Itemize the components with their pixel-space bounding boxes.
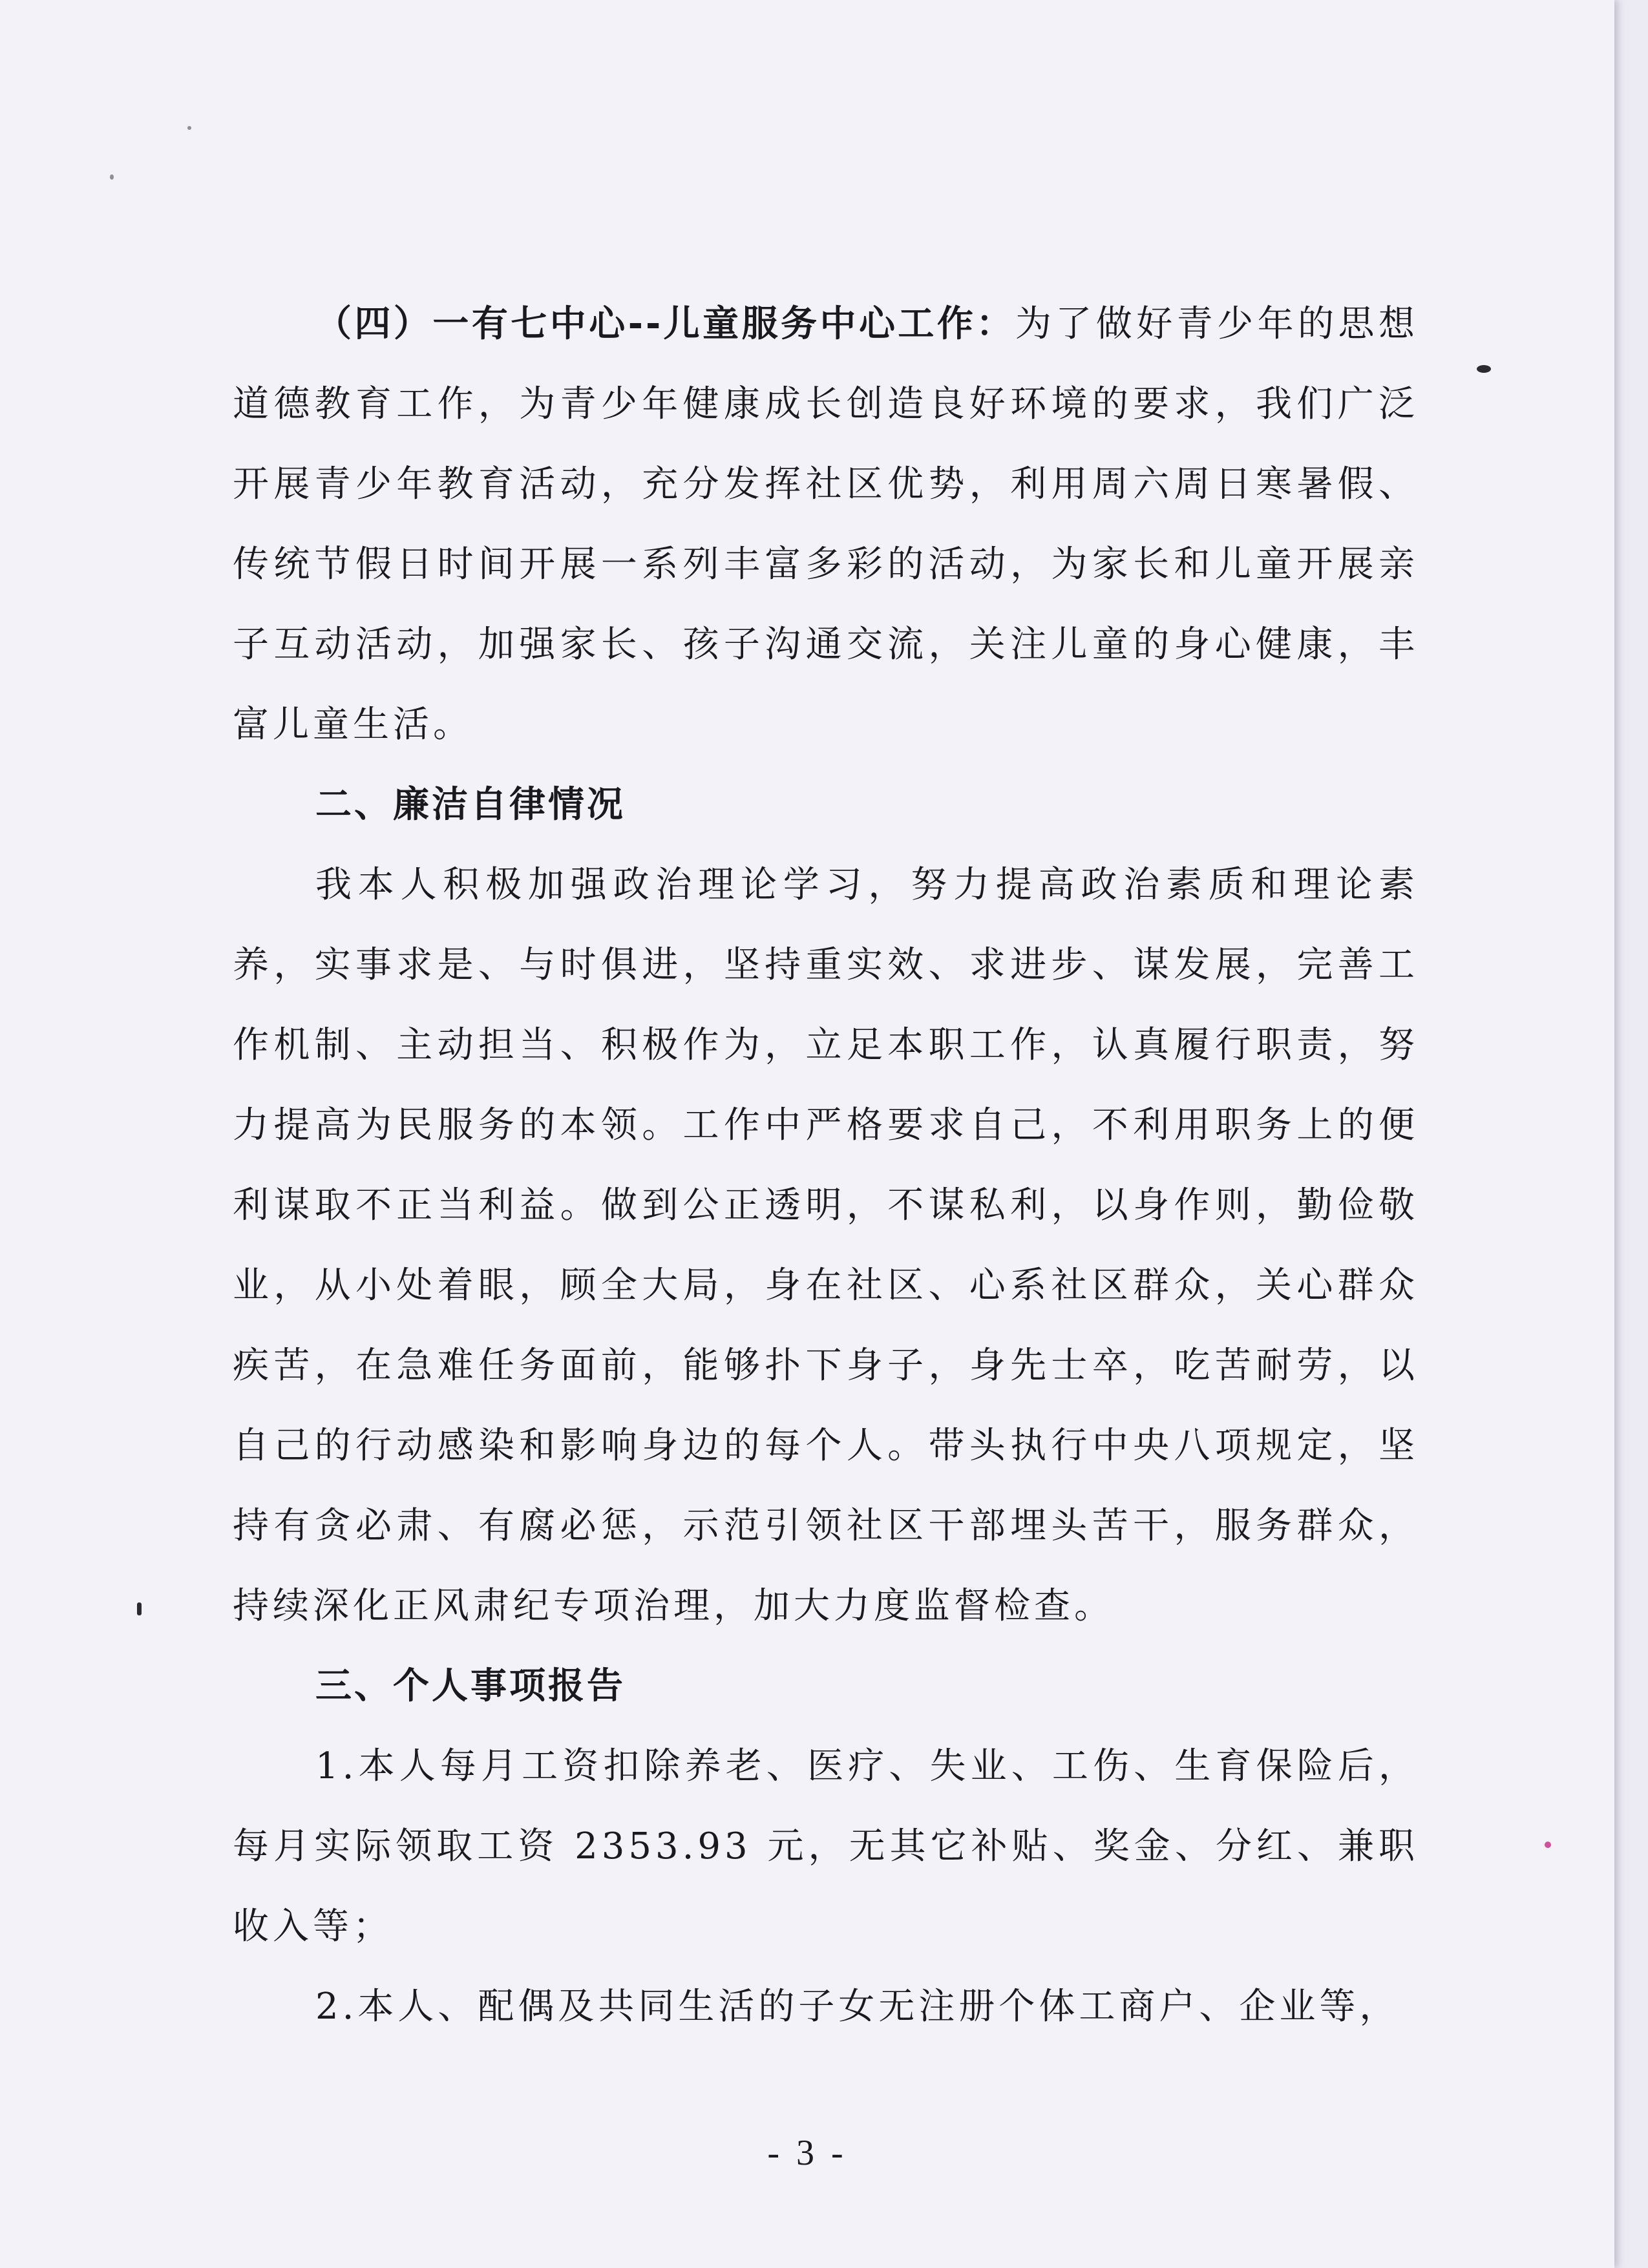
page-number: - 3 - [767,2133,847,2173]
section-two-heading: 二、廉洁自律情况 [315,784,626,826]
scan-speck [137,1602,142,1615]
section-three-heading: 三、个人事项报告 [315,1665,626,1707]
pink-ink-mark [1545,1842,1551,1848]
scan-speck [187,126,191,130]
document-body [233,284,1419,2047]
section-three-item-2: 2.本人、配偶及共同生活的子女无注册个体工商户、企业等， [315,1986,1400,2028]
section-four-body: 为了做好青少年的思想道德教育工作，为青少年健康成长创造良好环境的要求，我们广泛开展青少年教育活动，充分发挥社区优势，利用周六周日寒暑假、传统节假日时间开展一系列丰富多彩的活动，为家长和儿童开展亲子互动活动，加强家长、孩子沟通交流，关注儿童的身心健康，丰富儿童生活。 [233,303,1419,746]
scan-speck [1477,365,1491,373]
section-two-paragraph: 我本人积极加强政治理论学习，努力提高政治素质和理论素养，实事求是、与时俱进，坚持重实效、求进步、谋发展，完善工作机制、主动担当、积极作为，立足本职工作，认真履行职责，努力提高为民服务的本领。工作中严格要求自己，不利用职务上的便利谋取不正当利益。做到公正透明，不谋私利，以身作则，勤俭敬业，从小处着眼，顾全大局，身在社区、心系社区群众，关心群众疾苦，在急难任务面前，能够扑下身子，身先士卒，吃苦耐劳，以自己的行动感染和影响身边的每个人。带头执行中央八项规定，坚持有贪必肃、有腐必惩，示范引领社区干部埋头苦干，服务群众，持续深化正风肃纪专项治理，加大力度监督检查。 [233,864,1419,1627]
section-four-paragraph [233,284,1419,765]
section-three-item-1: 1.本人每月工资扣除养老、医疗、失业、工伤、生育保险后，每月实际领取工资 2353.93 元，无其它补贴、奖金、分红、兼职收入等； [233,1745,1419,1948]
scan-speck [110,174,114,180]
section-four-lead: （四）一有七中心--儿童服务中心工作： [315,303,1015,345]
